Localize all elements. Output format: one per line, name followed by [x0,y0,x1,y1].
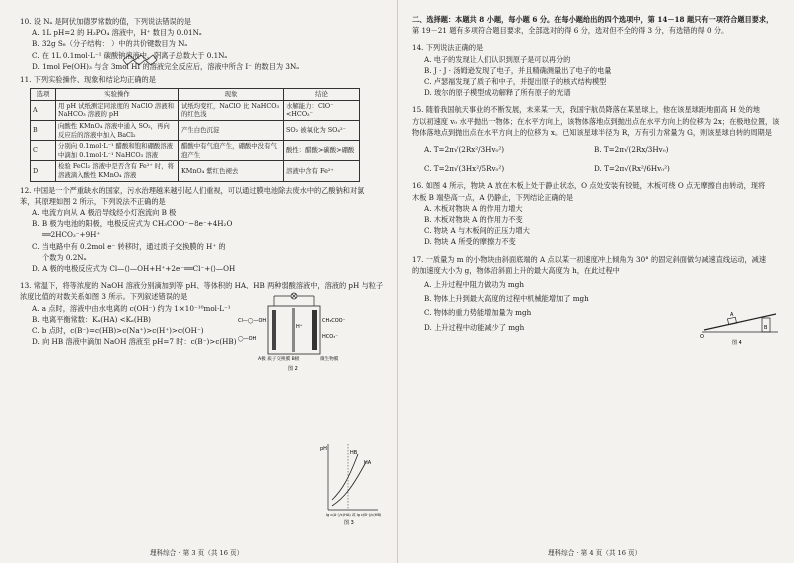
q15-options-row1 [412,144,783,155]
q17-stem-line1: 17. 一质量为 m 的小物块由斜面底端的 A 点以某一初速度冲上倾角为 30° 的固定斜面做匀减速直线运动，减速 [412,254,767,264]
q16-option-d: D. 物块 A 所受的摩擦力不变 [424,237,516,247]
q16-stem-line1: 16. 如图 4 所示，物块 A 放在木板上处于静止状态，O 点处安装有铰链，木板可绕 O 点无摩擦自由转动，现将 [412,181,766,191]
curve-hb-label: HB [350,450,358,456]
y-axis-label: pH [320,446,327,452]
table-row [31,161,360,181]
support-b-label: B [764,325,768,331]
q16-inclined-board-figure [698,304,782,346]
q11-stem: 11. 下列实验操作、现象和结论均正确的是 [20,75,156,85]
q12-option-c: C. 当电路中有 0.2mol e⁻ 转移时，通过质子交换膜的 H⁺ 的 [32,241,226,251]
proton-label: H⁺ [296,324,303,330]
table-row [31,121,360,141]
q13-stem-line2: 浓度比值的对数关系如图 3 所示。下列叙述错误的是 [20,292,188,302]
figure-4-label: 图 4 [732,340,742,346]
q17-option-a: A. 上升过程中阻力做功为 mgh [424,280,524,290]
table-header-cell: 现象 [179,89,284,101]
hinge-o-label: O [700,334,704,340]
block-a-label: A [730,312,734,318]
table-cell: 用 pH 试纸测定同浓度的 NaClO 溶液和 NaHCO₃ 溶液的 pH [56,100,179,120]
table-header-cell: 结论 [284,89,360,101]
q15-option-a: A. T=2π√(2Rx²/3Hv₀²) [424,145,505,155]
q12-option-a: A. 电流方向从 A 极沿导线经小灯泡流向 B 极 [32,207,177,217]
q17-option-c: C. 物体的重力势能增加量为 mgh [424,308,532,318]
table-cell: 产生白色沉淀 [179,121,284,141]
table-cell: 水解能力：ClO⁻ <HCO₃⁻ [284,100,360,120]
q12-option-c-cont: 个数为 0.2Nₐ [42,252,87,262]
table-cell: 醋酸中有气泡产生，硼酸中没有气泡产生 [179,141,284,161]
q10-option-c: C. 在 1L 0.1mol·L⁻¹ 碳酸钠溶液中，阴离子总数大于 0.1Nₐ [32,50,228,60]
q12-stem-line2: 苯，其原理如图 2 所示，下列说法不正确的是 [20,196,166,206]
table-header-cell: 实验操作 [56,89,179,101]
q12-membrane-cell-figure [238,292,358,372]
membrane-caption: A极 质子交换膜 B极 [258,357,300,362]
table-row [31,100,360,120]
q13-option-d: D. 向 HB 溶液中滴加 NaOH 溶液至 pH=7 时：c(B⁻)>c(HB) [32,337,237,347]
table-cell: A [31,100,56,120]
q15-options-row2 [412,163,783,174]
table-row [31,141,360,161]
q12-option-b-cont: ══2HCO₃⁻+9H⁺ [42,230,101,240]
x-axis-label: lg c(A⁻)/c(HA) 或 lg c(B⁻)/c(HB) [326,513,382,517]
table-cell: C [31,141,56,161]
q15-option-c: C. T=2π√(3Hx²/5Rv₀²) [424,164,505,174]
chlorophenol-sketch: Cl—◯—OH [238,318,267,324]
q17-stem-line2: 的加速度大小为 g，物体沿斜面上升的最大高度为 h，在此过程中 [412,265,620,275]
table-header-row [31,89,360,101]
page-right [397,0,794,563]
reactant-label: CH₃COO⁻ [322,318,346,324]
q13-ph-curve-figure [318,440,382,526]
q13-option-a: A. a 点时，溶液中由水电离的 c(OH⁻) 约为 1×10⁻¹⁰mol·L⁻¹ [32,303,231,313]
table-cell: 分别向 0.1mol·L⁻¹ 醋酸和饱和硼酸溶液中滴加 0.1mol·L⁻¹ NaHCO₃ 溶液 [56,141,179,161]
q12-option-d: D. A 极的电极反应式为 Cl—⟨⟩—OH+H⁺+2e⁻══Cl⁻+⟨⟩—OH [32,263,236,273]
right-column [412,14,783,333]
q17-option-b: B. 物体上升到最大高度的过程中机械能增加了 mgh [424,294,589,304]
figure-3-label: 图 3 [344,520,354,526]
left-page-footer: 理科综合 · 第 3 页（共 16 页） [150,549,244,557]
product-label: HCO₃⁻ [322,334,338,340]
table-cell: D [31,161,56,181]
microbe-caption: 微生物膜 [320,357,339,362]
table-cell: 酸性：醋酸>碳酸>硼酸 [284,141,360,161]
q10-option-d: D. 1mol Fe(OH)₃ 与含 3mol HI 的溶液完全反应后，溶液中所含 I⁻ 的数目为 3Nₐ [32,61,300,71]
q15-option-d: D. T=2π√(Rx²/6Hv₀²) [594,164,670,174]
q16-option-b: B. 木板对物块 A 的作用力不变 [424,215,523,225]
figure-2-label: 图 2 [288,366,298,372]
right-page-footer: 理科综合 · 第 4 页（共 16 页） [548,549,642,557]
table-cell: 向酸性 KMnO₄ 溶液中通入 SO₂，再向反应后的溶液中加入 BaCl₂ [56,121,179,141]
table-cell: B [31,121,56,141]
q15-stem-line3: 物体落地点到抛出点在水平方向上的位移为 x。已知该星球半径为 R，万有引力常量为 G，则该星球自转的周期是 [412,127,772,137]
q14-option-b: B. J · J · 汤姆逊发现了电子，并且精确测量出了电子的电量 [424,65,612,75]
curve-ha-label: HA [364,460,372,466]
s8-structure-figure [120,52,160,68]
q14-stem: 14. 下列说法正确的是 [412,43,484,53]
q12-stem-line1: 12. 中国是一个严重缺水的国家，污水治理越来越引起人们重视，可以通过膜电池除去废水中的乙酸钠和对氯 [20,185,365,195]
q12-option-b: B. B 极为电池的阳极，电极反应式为 CH₃COO⁻−8e⁻+4H₂O [32,219,233,229]
q10-stem: 10. 设 Nₐ 是阿伏加德罗常数的值，下列说法错误的是 [20,17,192,26]
section-header-line2: 第 19－21 题有多项符合题目要求，全部选对的得 6 分，选对但不全的得 3 分，有选错的得 0 分。 [412,26,729,36]
table-cell: SO₂ 被氧化为 SO₄²⁻ [284,121,360,141]
q11-table [30,88,360,181]
q13-option-c: C. b 点时，c(B⁻)=c(HB)>c(Na⁺)>c(H⁺)>c(OH⁻) [32,326,204,335]
q14-option-d: D. 玻尔的原子模型成功解释了所有原子的光谱 [424,88,571,98]
table-cell: 检验 FeCl₂ 溶液中是否含有 Fe²⁺ 时，将溶液滴入酸性 KMnO₄ 溶液 [56,161,179,181]
table-cell: 溶液中含有 Fe²⁺ [284,161,360,181]
table-cell: 试纸均变红，NaClO 比 NaHCO₃ 的红色浅 [179,100,284,120]
q16-stem-line2: 木板 B 端垫高一点，A 仍静止，下列结论正确的是 [412,192,574,202]
section-header-line1: 二、选择题：本题共 8 小题，每小题 6 分。在每小题给出的四个选项中，第 14－18 题只有一项符合题目要求， [412,15,774,24]
q16-option-a: A. 木板对物块 A 的作用力增大 [424,203,523,213]
q13-stem-line1: 13. 常温下，将等浓度的 NaOH 溶液分别滴加到等 pH、等体积的 HA、HB 两种弱酸溶液中，溶液的 pH 与粒子 [20,281,383,291]
table-header-cell: 选项 [31,89,56,101]
q17-option-d: D. 上升过程中动能减少了 mgh [424,322,525,332]
q10-option-a: A. 1L pH=2 的 H₃PO₄ 溶液中，H⁺ 数目为 0.01Nₐ [32,28,202,38]
q10-option-b: B. 32g S₈（分子结构： ）中的共价键数目为 Nₐ [32,39,188,49]
q14-option-a: A. 电子的发现让人们认识到原子是可以再分的 [424,54,571,64]
q15-stem-line1: 15. 随着我国航天事业的不断发展，未来某一天，我国宇航员降落在某星球上，他在该星球距地面高 H 处的地 [412,105,760,115]
phenol-sketch: ◯—OH [238,336,257,342]
q16-option-c: C. 物块 A 与木板间的正压力增大 [424,226,530,236]
q14-option-c: C. 卢瑟福发现了质子和中子，并提出原子的核式结构模型 [424,77,607,87]
q13-option-b: B. 电离平衡常数：Kₐ(HA) <Kₐ(HB) [32,314,151,324]
table-cell: KMnO₄ 紫红色褪去 [179,161,284,181]
q15-option-b: B. T=2π√(2Rx/3Hv₀) [594,145,669,155]
q15-stem-line2: 方以初速度 v₀ 水平抛出一物体；在水平方向上，该物体落地点到抛出点在水平方向上的位移为 2x；在极地位置，该 [412,116,780,126]
